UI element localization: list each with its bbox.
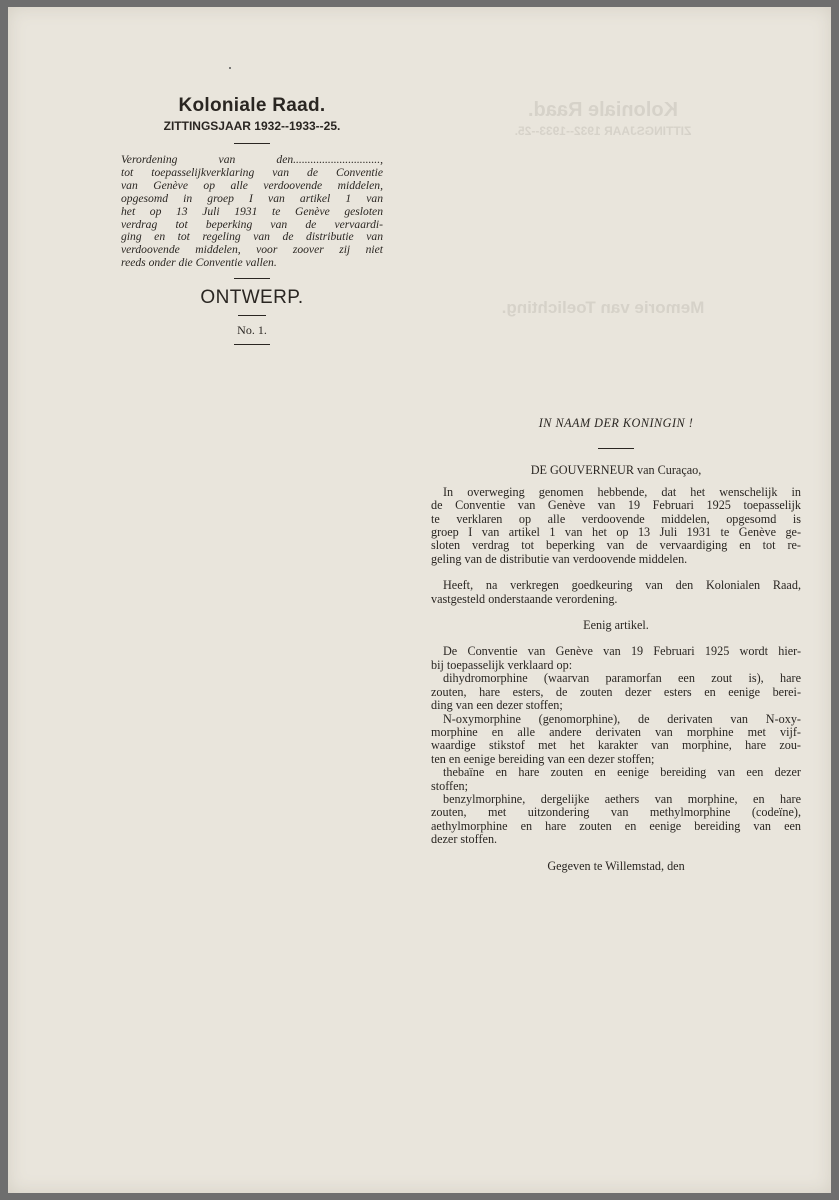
council-title: Koloniale Raad. bbox=[178, 95, 326, 116]
text-line: vastgesteld onderstaande verordening. bbox=[431, 591, 618, 606]
text-line: morphine en alle andere derivaten van morphine met vijf- bbox=[431, 724, 801, 739]
ordinance-subject bbox=[121, 154, 383, 270]
draft-number: No. 1. bbox=[237, 323, 267, 338]
subject-line: van Genève op alle verdoovende middelen, bbox=[121, 178, 383, 192]
subject-line: tot toepasselijkverklaring van de Conventie bbox=[121, 165, 383, 179]
text-line: de Conventie van Genève van 19 Februari 1925 toepasselijk bbox=[431, 498, 801, 513]
subject-line: reeds onder die Conventie vallen. bbox=[121, 256, 277, 270]
text-line: thebaïne en hare zouten en eenige bereiding van een dezer bbox=[443, 765, 801, 780]
divider bbox=[234, 143, 270, 144]
divider bbox=[598, 448, 634, 449]
subject-line: Verordening van den.............................., bbox=[121, 153, 383, 166]
bleed-through-text bbox=[478, 99, 728, 318]
invocation: IN NAAM DER KONINGIN ! bbox=[538, 416, 694, 430]
text-line: groep I van artikel 1 van het op 13 Juli 1931 te Genève ge- bbox=[431, 525, 801, 540]
text-line: In overweging genomen hebbende, dat het wenschelijk in bbox=[443, 484, 801, 499]
text-line: geling van de distributie van verdoovende middelen. bbox=[431, 551, 688, 566]
given-at: Gegeven te Willemstad, den bbox=[547, 858, 685, 873]
text-line: ding van een dezer stoffen; bbox=[431, 698, 563, 713]
text-line: dihydromorphine (waarvan paramorfan een zout is), hare bbox=[443, 671, 801, 686]
article-paragraph bbox=[431, 645, 801, 846]
divider bbox=[234, 344, 270, 345]
bleed-through-memo: Memorie van Toelichting. bbox=[501, 298, 705, 317]
text-line: te verklaren op alle verdoovende middelen, opgesomd is bbox=[431, 511, 801, 526]
subject-line: opgesomd in groep I van artikel 1 van bbox=[121, 191, 383, 205]
left-column bbox=[121, 95, 383, 345]
session-year: ZITTINGSJAAR 1932--1933--25. bbox=[163, 119, 341, 133]
text-line: stoffen; bbox=[431, 778, 469, 793]
text-line: dezer stoffen. bbox=[431, 832, 498, 847]
text-line: N-oxymorphine (genomorphine), de derivaten van N-oxy- bbox=[443, 711, 801, 726]
text-line: zouten, met uitzondering van methylmorphine (codeïne), bbox=[431, 805, 801, 820]
text-line: Heeft, na verkregen goedkeuring van den Kolonialen Raad, bbox=[443, 578, 801, 593]
article-heading: Eenig artikel. bbox=[583, 618, 649, 633]
text-line: bij toepasselijk verklaard op: bbox=[431, 657, 573, 672]
text-line: benzylmorphine, dergelijke aethers van morphine, en hare bbox=[443, 791, 801, 806]
subject-line: ging en tot regeling van de distributie van bbox=[121, 230, 383, 244]
considering-paragraph bbox=[431, 486, 801, 566]
subject-line: het op 13 Juli 1931 te Genève gesloten bbox=[121, 204, 383, 218]
draft-label: ONTWERP. bbox=[200, 287, 304, 309]
text-line: De Conventie van Genève van 19 Februari 1925 wordt hier- bbox=[443, 644, 801, 659]
ordinance-text bbox=[431, 417, 801, 873]
addressee: DE GOUVERNEUR van Curaçao, bbox=[530, 463, 702, 478]
ink-speck bbox=[229, 67, 231, 69]
text-line: zouten, hare esters, de zouten dezer esters en eenige berei- bbox=[431, 684, 801, 699]
subject-line: verdoovende middelen, voor zoover zij niet bbox=[121, 243, 383, 257]
bleed-through-title: Koloniale Raad. bbox=[527, 99, 679, 121]
text-line: aethylmorphine en hare zouten en eenige bereiding van een bbox=[431, 818, 801, 833]
bleed-through-year: ZITTINGSJAAR 1932--1933--25. bbox=[514, 124, 692, 138]
divider bbox=[238, 315, 266, 316]
subject-line: verdrag tot beperking van de vervaardi- bbox=[121, 217, 383, 231]
enactment-paragraph bbox=[431, 579, 801, 606]
document-page bbox=[8, 7, 831, 1193]
text-line: waardige stikstof met het karakter van morphine, hare zou- bbox=[431, 738, 801, 753]
divider bbox=[234, 278, 270, 279]
text-line: sloten verdrag tot beperking van de vervaardiging en tot re- bbox=[431, 538, 801, 553]
text-line: ten en eenige bereiding van een dezer stoffen; bbox=[431, 751, 655, 766]
